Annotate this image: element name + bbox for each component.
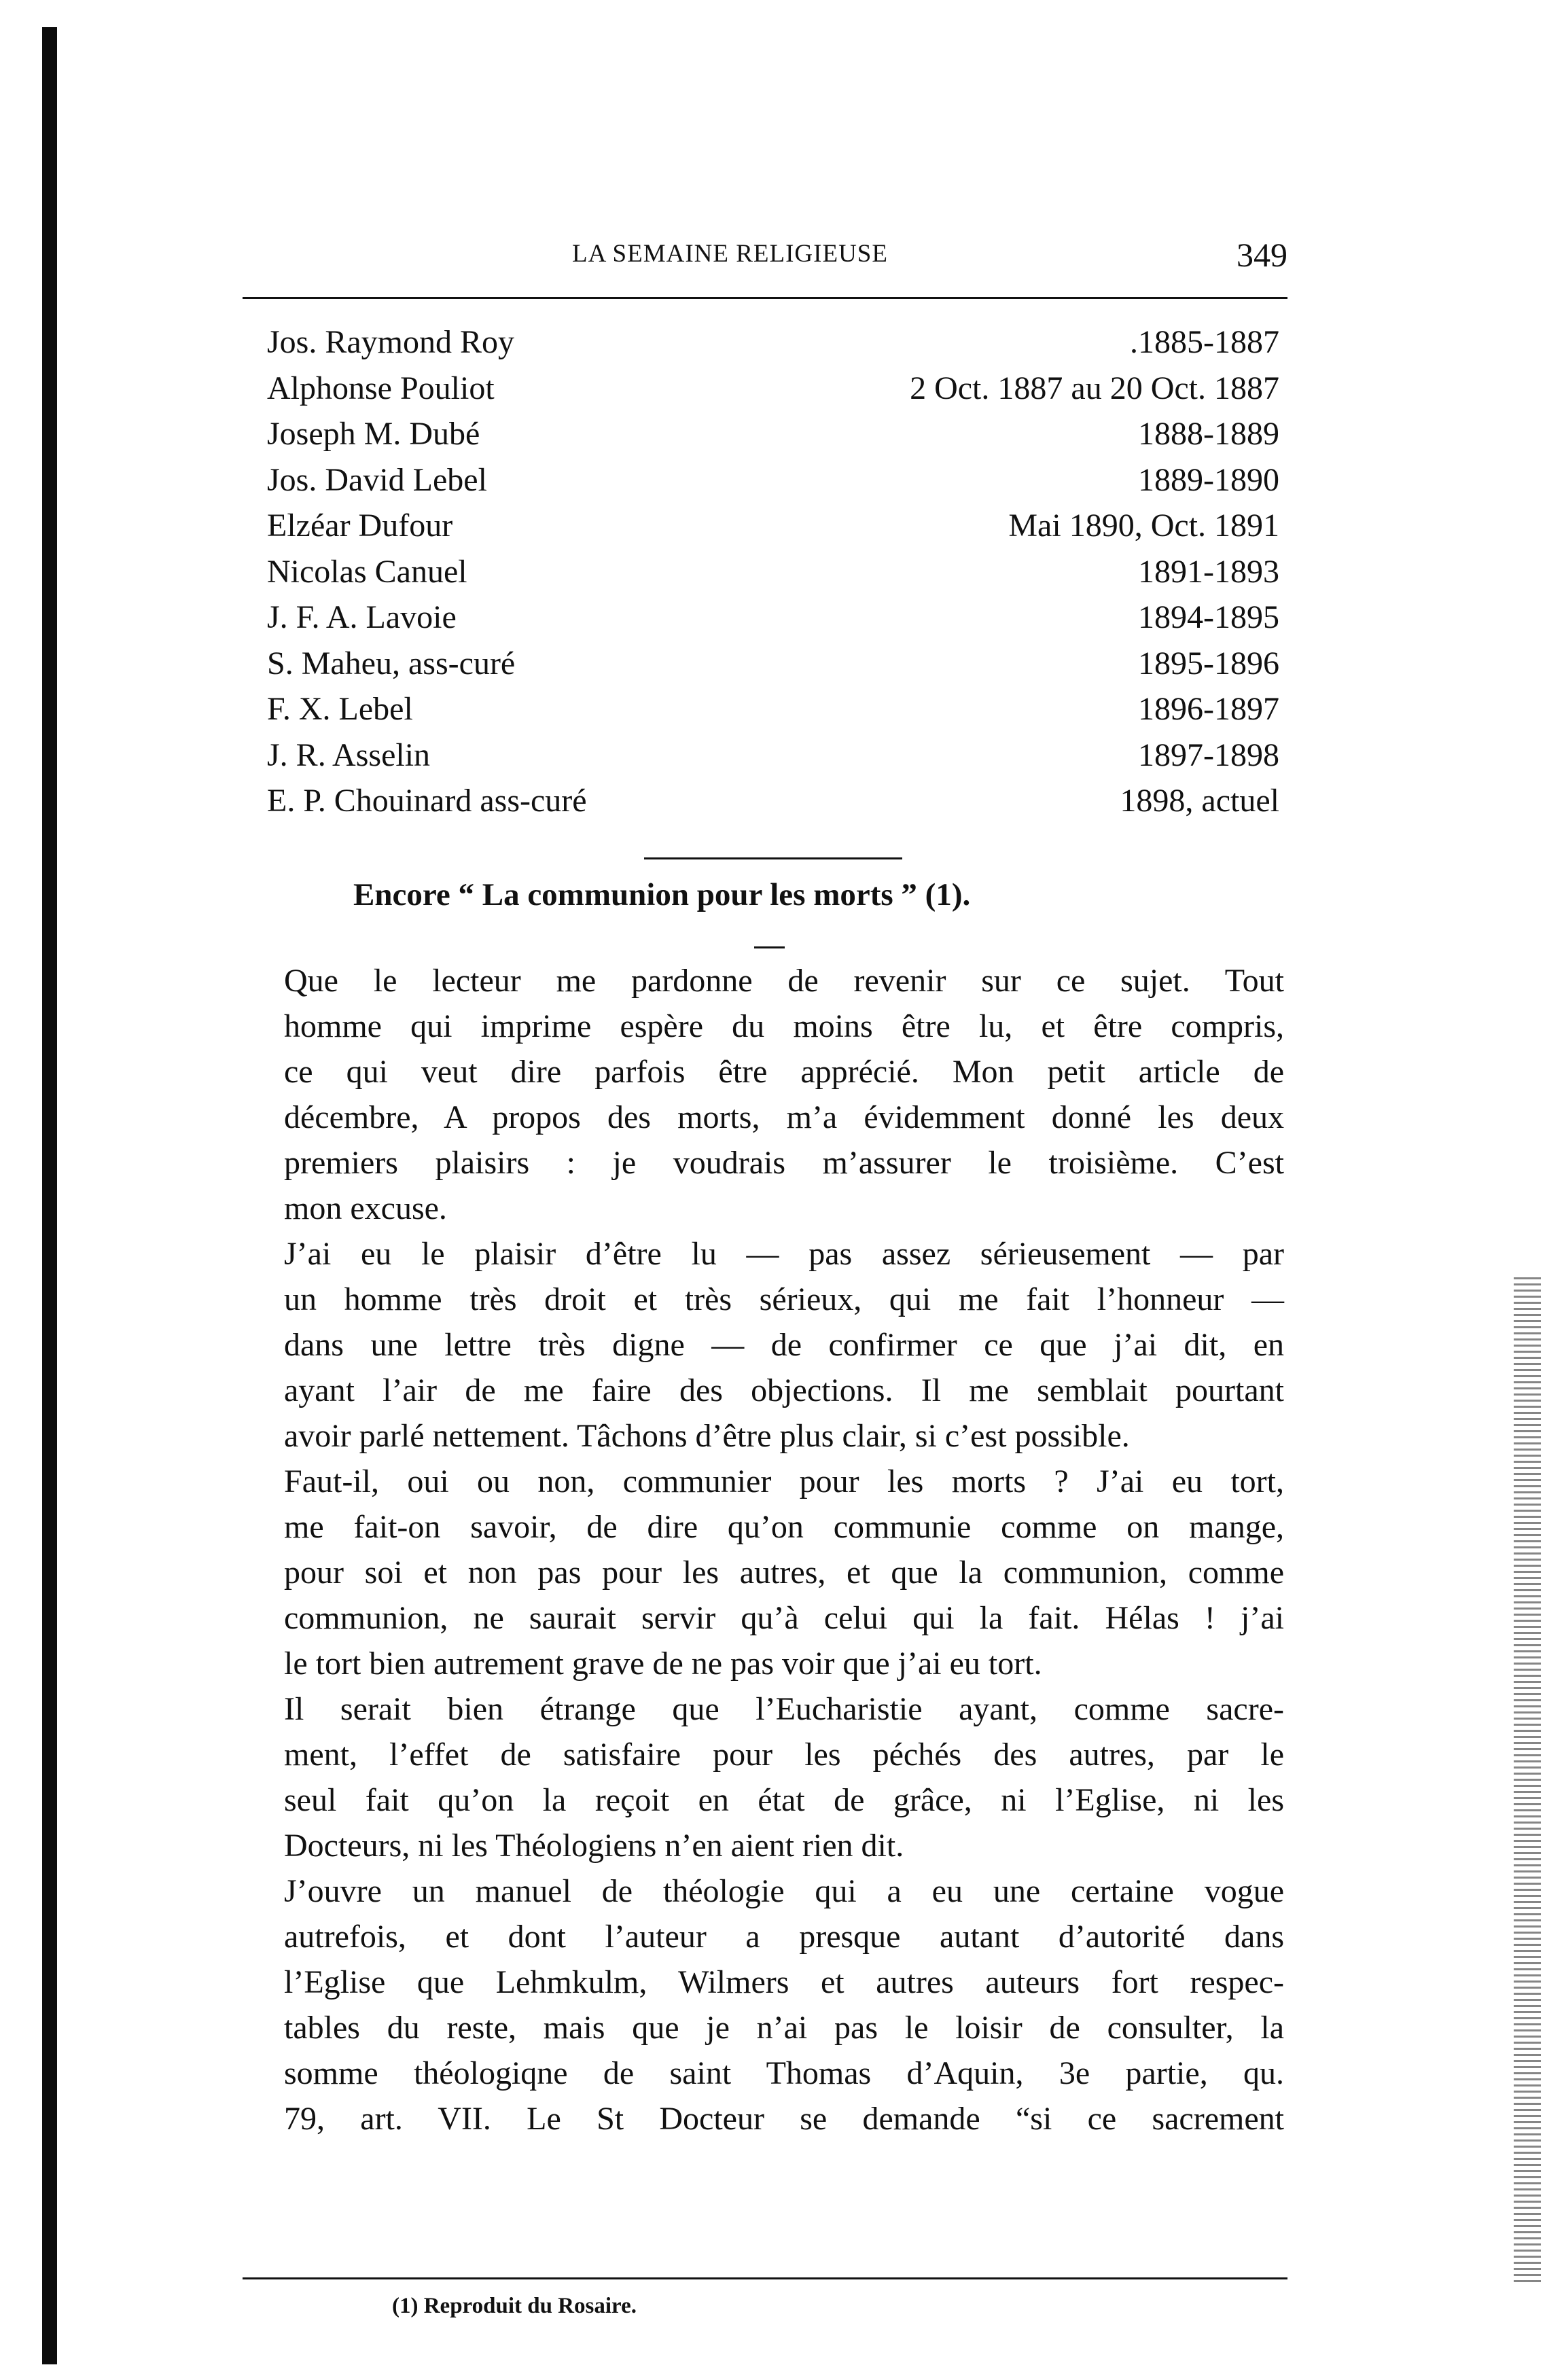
pastor-name: Jos. David Lebel bbox=[267, 461, 487, 498]
pastor-name: Jos. Raymond Roy bbox=[267, 324, 515, 360]
list-item bbox=[267, 457, 1279, 503]
pastor-dates: 1891-1893 bbox=[1138, 553, 1279, 590]
pastor-dates: 1894-1895 bbox=[1138, 599, 1279, 635]
text-line: Docteurs, ni les Théologiens n’en aient rien dit. bbox=[284, 1828, 904, 1864]
pastor-name: Elzéar Dufour bbox=[267, 508, 453, 544]
paragraph bbox=[245, 1459, 1284, 1686]
pastor-dates: 1889-1890 bbox=[1138, 461, 1279, 498]
text-line: décembre, A propos des morts, m’a évidemment donné les deux bbox=[284, 1099, 1284, 1135]
text-line: avoir parlé nettement. Tâchons d’être plus clair, si c’est possible. bbox=[284, 1418, 1130, 1454]
text-line: premiers plaisirs : je voudrais m’assurer le troisième. C’est bbox=[284, 1145, 1284, 1181]
pastor-name: J. R. Asselin bbox=[267, 736, 431, 773]
list-item bbox=[267, 641, 1279, 687]
paragraph bbox=[245, 1686, 1284, 1868]
paragraph bbox=[245, 1868, 1284, 2142]
text-line: tables du reste, mais que je n’ai pas le loisir de consulter, la bbox=[284, 2010, 1284, 2046]
text-line: ment, l’effet de satisfaire pour les péchés des autres, par le bbox=[284, 1737, 1284, 1773]
list-item bbox=[267, 732, 1279, 779]
text-line: J’ai eu le plaisir d’être lu — pas assez sérieusement — par bbox=[284, 1236, 1284, 1272]
pastor-dates: 1898, actuel bbox=[1120, 783, 1279, 819]
list-item bbox=[267, 686, 1279, 732]
pastor-name: F. X. Lebel bbox=[267, 691, 413, 727]
text-line: me fait-on savoir, de dire qu’on communie comme on mange, bbox=[284, 1509, 1284, 1545]
page-number: 349 bbox=[1237, 236, 1287, 274]
pastor-name: Nicolas Canuel bbox=[267, 553, 467, 590]
paragraph bbox=[245, 958, 1284, 1231]
pastor-name: S. Maheu, ass-curé bbox=[267, 645, 516, 681]
text-line: le tort bien autrement grave de ne pas voir que j’ai eu tort. bbox=[284, 1646, 1042, 1682]
title-dash bbox=[754, 946, 785, 948]
section-divider bbox=[644, 857, 902, 859]
text-line: communion, ne saurait servir qu’à celui qui la fait. Hélas ! j’ai bbox=[284, 1600, 1284, 1636]
pastor-name: E. P. Chouinard ass-curé bbox=[267, 783, 587, 819]
article-body bbox=[245, 958, 1284, 2142]
text-line: Faut-il, oui ou non, communier pour les morts ? J’ai eu tort, bbox=[284, 1463, 1284, 1499]
text-line: Que le lecteur me pardonne de revenir sur ce sujet. Tout bbox=[284, 963, 1284, 999]
text-line: mon excuse. bbox=[284, 1190, 447, 1226]
text-line: somme théologiqne de saint Thomas d’Aquin, 3e partie, qu. bbox=[284, 2055, 1284, 2091]
text-line: Il serait bien étrange que l’Eucharistie ayant, comme sacre- bbox=[284, 1691, 1284, 1727]
text-line: ayant l’air de me faire des objections. Il me semblait pourtant bbox=[284, 1372, 1284, 1408]
text-line: 79, art. VII. Le St Docteur se demande “si ce sacrement bbox=[284, 2101, 1284, 2137]
list-item bbox=[267, 549, 1279, 595]
text-line: l’Eglise que Lehmkulm, Wilmers et autres auteurs fort respec- bbox=[284, 1964, 1284, 2000]
pastor-dates: Mai 1890, Oct. 1891 bbox=[1008, 508, 1279, 544]
list-item bbox=[267, 319, 1279, 366]
running-title: LA SEMAINE RELIGIEUSE bbox=[572, 240, 888, 268]
page-header bbox=[245, 236, 1287, 280]
scan-noise bbox=[1514, 1277, 1541, 2283]
text-line: seul fait qu’on la reçoit en état de grâce, ni l’Eglise, ni les bbox=[284, 1782, 1284, 1818]
pastor-dates: 1896-1897 bbox=[1138, 691, 1279, 727]
text-line: dans une lettre très digne — de confirmer ce que j’ai dit, en bbox=[284, 1327, 1284, 1363]
pastor-dates: .1885-1887 bbox=[1130, 324, 1279, 360]
list-item bbox=[267, 411, 1279, 457]
text-line: un homme très droit et très sérieux, qui me fait l’honneur — bbox=[284, 1281, 1284, 1317]
list-item bbox=[267, 778, 1279, 824]
pastor-name: Alphonse Pouliot bbox=[267, 370, 495, 406]
header-rule bbox=[243, 297, 1287, 299]
footnote-rule bbox=[243, 2277, 1287, 2279]
section-title: Encore “ La communion pour les morts ” (1). bbox=[353, 877, 971, 912]
pastor-name: J. F. A. Lavoie bbox=[267, 599, 457, 635]
scan-edge-shadow bbox=[42, 27, 57, 2364]
pastor-dates: 2 Oct. 1887 au 20 Oct. 1887 bbox=[910, 370, 1279, 406]
list-item bbox=[267, 366, 1279, 412]
pastor-list bbox=[267, 319, 1279, 824]
text-line: ce qui veut dire parfois être apprécié. Mon petit article de bbox=[284, 1054, 1284, 1090]
pastor-dates: 1897-1898 bbox=[1138, 736, 1279, 773]
list-item bbox=[267, 594, 1279, 641]
text-line: autrefois, et dont l’auteur a presque autant d’autorité dans bbox=[284, 1919, 1284, 1955]
pastor-dates: 1895-1896 bbox=[1138, 645, 1279, 681]
paragraph bbox=[245, 1231, 1284, 1459]
text-line: pour soi et non pas pour les autres, et que la communion, comme bbox=[284, 1555, 1284, 1591]
pastor-dates: 1888-1889 bbox=[1138, 416, 1279, 452]
text-line: J’ouvre un manuel de théologie qui a eu une certaine vogue bbox=[284, 1873, 1284, 1909]
list-item bbox=[267, 503, 1279, 549]
footnote: (1) Reproduit du Rosaire. bbox=[392, 2294, 637, 2318]
pastor-name: Joseph M. Dubé bbox=[267, 416, 480, 452]
text-line: homme qui imprime espère du moins être lu, et être compris, bbox=[284, 1008, 1284, 1044]
